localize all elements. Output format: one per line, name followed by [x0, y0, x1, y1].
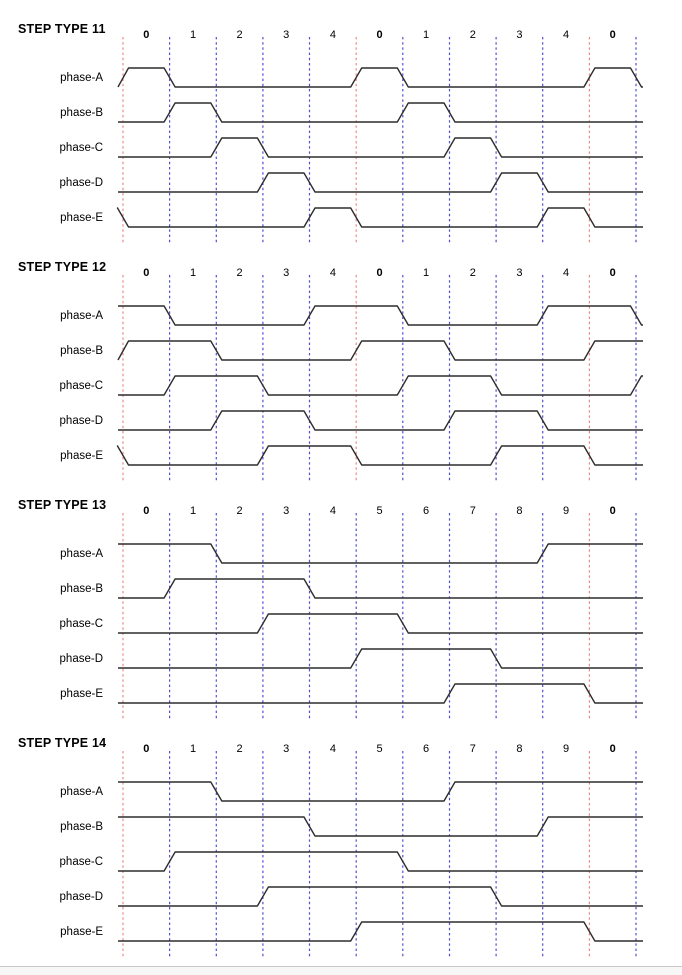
waveform-phase-A: [118, 544, 643, 563]
section-title: STEP TYPE 14: [18, 736, 107, 750]
waveform-phase-E: [118, 684, 643, 703]
page-bottom-edge: [0, 966, 682, 975]
timing-diagram: [0, 18, 682, 252]
step-number: 2: [236, 743, 243, 755]
phase-label: phase-E: [60, 212, 103, 224]
section-title: STEP TYPE 13: [18, 498, 107, 512]
section-step-type-11: [0, 18, 682, 256]
step-number: 9: [562, 743, 570, 755]
step-number: 6: [423, 505, 430, 517]
step-number: 4: [329, 743, 336, 755]
phase-label: phase-E: [60, 926, 103, 938]
phase-label: phase-C: [59, 856, 103, 868]
step-number: 4: [562, 29, 570, 41]
step-number: 7: [469, 743, 476, 755]
waveform-phase-D: [118, 173, 643, 192]
step-number: 0: [609, 743, 616, 755]
phase-label: phase-A: [60, 548, 103, 560]
step-number: 4: [329, 29, 336, 41]
waveform-phase-A: [118, 306, 643, 325]
phase-label: phase-C: [59, 142, 103, 154]
step-number: 1: [189, 267, 197, 279]
step-number: 0: [143, 267, 150, 279]
step-number: 3: [283, 267, 290, 279]
step-number: 2: [236, 29, 243, 41]
phase-label: phase-B: [60, 345, 103, 357]
waveform-phase-C: [118, 852, 643, 871]
step-number: 5: [376, 743, 383, 755]
step-number: 1: [189, 743, 197, 755]
step-number: 1: [189, 29, 197, 41]
phase-label: phase-D: [59, 891, 103, 903]
phase-label: phase-A: [60, 72, 103, 84]
section-step-type-12: [0, 256, 682, 494]
waveform-phase-D: [118, 887, 643, 906]
step-number: 9: [562, 505, 570, 517]
waveform-phase-E: [118, 208, 644, 227]
waveform-phase-B: [118, 817, 643, 836]
section-title: STEP TYPE 12: [18, 260, 107, 274]
step-number: 2: [236, 505, 243, 517]
waveform-phase-E: [118, 922, 643, 941]
step-number: 7: [469, 505, 476, 517]
section-step-type-14: [0, 732, 682, 970]
waveform-phase-B: [118, 579, 643, 598]
phase-label: phase-C: [59, 618, 103, 630]
step-number: 3: [516, 267, 523, 279]
waveform-phase-A: [118, 68, 643, 87]
step-number: 2: [236, 267, 243, 279]
step-number: 2: [469, 29, 476, 41]
waveform-phase-D: [118, 411, 643, 430]
step-number: 4: [562, 267, 570, 279]
timing-diagram: [0, 256, 682, 490]
step-number: 5: [376, 505, 383, 517]
phase-label: phase-B: [60, 107, 103, 119]
step-number: 1: [423, 29, 430, 41]
timing-diagram: [0, 494, 682, 728]
waveform-phase-C: [118, 614, 643, 633]
waveform-phase-E: [118, 446, 644, 465]
phase-label: phase-E: [60, 688, 103, 700]
timing-diagram: [0, 732, 682, 966]
waveform-phase-A: [118, 782, 643, 801]
step-number: 0: [143, 505, 150, 517]
phase-label: phase-B: [60, 583, 103, 595]
step-number: 3: [283, 743, 290, 755]
step-number: 8: [516, 505, 523, 517]
step-number: 0: [143, 743, 150, 755]
phase-label: phase-D: [59, 653, 103, 665]
waveform-phase-B: [118, 103, 643, 122]
waveform-phase-C: [118, 138, 643, 157]
phase-label: phase-D: [59, 415, 103, 427]
section-step-type-13: [0, 494, 682, 732]
step-number: 1: [189, 505, 197, 517]
step-number: 1: [423, 267, 430, 279]
phase-label: phase-A: [60, 310, 103, 322]
step-number: 4: [329, 505, 336, 517]
step-number: 6: [423, 743, 430, 755]
step-number: 2: [469, 267, 476, 279]
step-number: 0: [376, 267, 383, 279]
step-number: 8: [516, 743, 523, 755]
step-number: 3: [283, 505, 290, 517]
phase-label: phase-A: [60, 786, 103, 798]
step-number: 0: [376, 29, 383, 41]
waveform-phase-B: [118, 341, 643, 360]
step-number: 3: [283, 29, 290, 41]
step-number: 0: [609, 29, 616, 41]
step-number: 3: [516, 29, 523, 41]
section-title: STEP TYPE 11: [18, 22, 106, 36]
phase-label: phase-C: [59, 380, 103, 392]
waveform-phase-C: [118, 376, 643, 395]
step-number: 4: [329, 267, 336, 279]
phase-label: phase-B: [60, 821, 103, 833]
phase-label: phase-D: [59, 177, 103, 189]
step-number: 0: [609, 267, 616, 279]
step-number: 0: [609, 505, 616, 517]
step-number: 0: [143, 29, 150, 41]
phase-label: phase-E: [60, 450, 103, 462]
waveform-phase-D: [118, 649, 643, 668]
